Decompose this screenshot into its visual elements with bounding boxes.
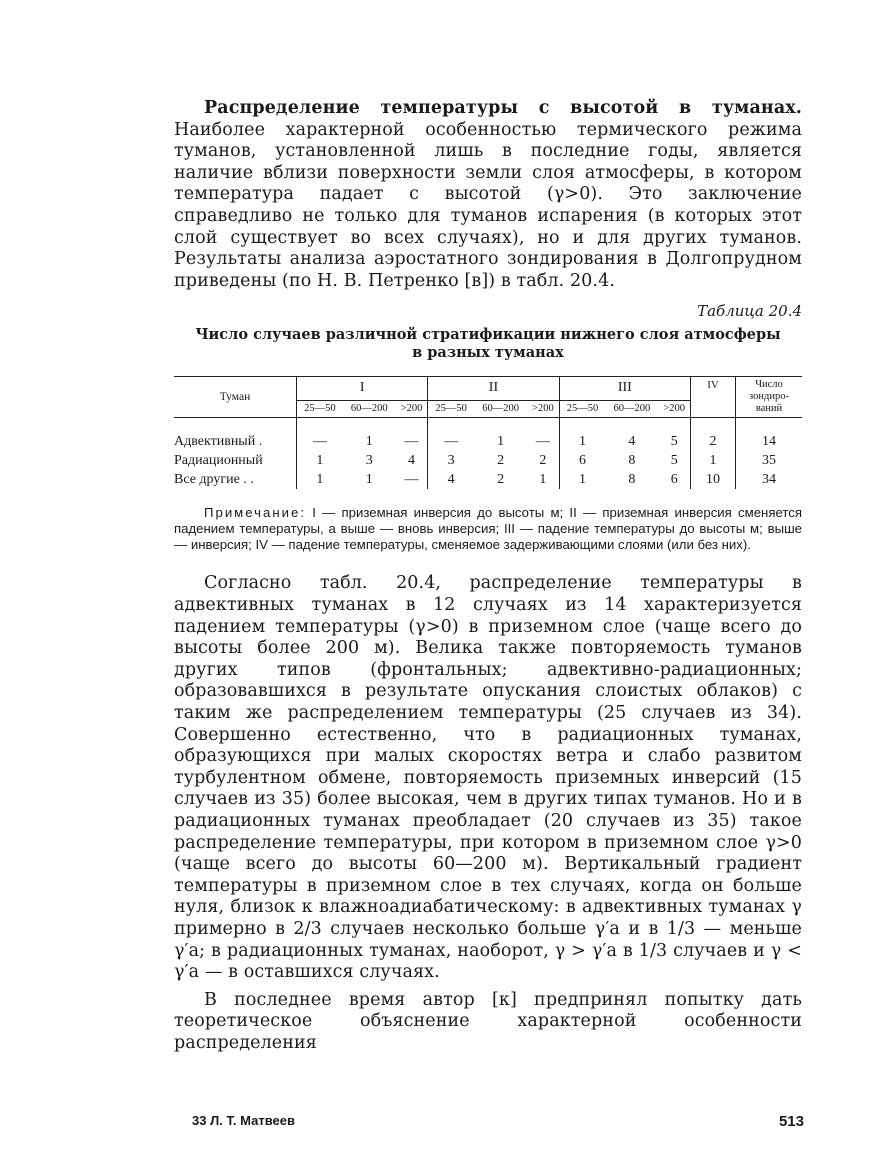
paragraph-1 [174, 98, 802, 292]
sub-3-2: 60—200 [605, 400, 658, 418]
row-label: Адвективный . [174, 433, 263, 449]
table-cell: 1 [365, 471, 373, 487]
table-cell: 34 [736, 470, 803, 489]
header-count: Число зондиро-ваний [736, 377, 803, 418]
sub-1-3: >200 [396, 400, 428, 418]
table-caption: Таблица 20.4 [697, 302, 802, 321]
table-row [174, 451, 802, 470]
table-cell: 6 [670, 471, 678, 487]
table-cell: 2 [497, 452, 505, 468]
table-cell: 1 [559, 432, 605, 451]
table-cell: 1 [559, 470, 605, 489]
sub-2-2: 60—200 [474, 400, 527, 418]
table-cell: 1 [539, 471, 547, 487]
table-cell: 2 [497, 471, 505, 487]
table-title-line1: Число случаев различной стратификации нижнего слоя атмосферы [195, 326, 781, 344]
table-cell: 14 [736, 432, 803, 451]
page-content [174, 98, 802, 1055]
table-cell: 1 [497, 433, 505, 449]
table-cell: — [404, 433, 419, 449]
sub-3-3: >200 [658, 400, 690, 418]
table-cell: 4 [408, 452, 416, 468]
table-cell: 4 [628, 433, 636, 449]
table-title [174, 326, 802, 362]
page-number: 513 [778, 1113, 804, 1130]
header-group-3: III [559, 377, 690, 400]
row-label: Радиационный [174, 452, 263, 468]
table-cell: 3 [428, 451, 474, 470]
header-group-1: I [297, 377, 428, 400]
table-cell: — [428, 432, 474, 451]
table-row [174, 432, 802, 451]
table-cell: 5 [670, 433, 678, 449]
header-group-4: IV [691, 377, 736, 418]
table-cell: 1 [297, 451, 343, 470]
table-cell: 2 [691, 432, 736, 451]
table-note [174, 505, 802, 554]
section-lead: Распределение температуры с высотой в туманах. [204, 98, 802, 118]
table-cell: 8 [628, 452, 636, 468]
table-cell: — [535, 433, 550, 449]
footer-signature: 33 Л. Т. Матвеев [192, 1113, 295, 1128]
table-cell: 4 [428, 470, 474, 489]
header-group-2: II [428, 377, 559, 400]
paragraph-3: В последнее время автор [к] предпринял попытку дать теоретическое объяснение характерной особенности распределения [174, 989, 802, 1053]
note-text: I — приземная инверсия до высоты м; II — приземная инверсия сменяется падением температуры, а выше — вновь инверсия; III — падение температуры до высоты м; выше — инверсия; IV — падение температуры, сменяемое задерживающими слоями (или без них). [174, 504, 802, 553]
table-cell: 10 [691, 470, 736, 489]
page-footer [192, 1113, 804, 1128]
table-cell: 6 [559, 451, 605, 470]
paragraph-2: Согласно табл. 20.4, распределение температуры в адвективных туманах в 12 случаях из 14 характеризуется падением температуры (γ>0) в приземном слое (чаще всего до высоты более 200 м). Велика также повторяемость туманов других типов (фронтальных; адвективно-радиационных; образовавшихся в результате опускания слоистых облаков) с таким же распределением температуры (25 случаев из 34). Совершенно естественно, что в радиационных туманах, образующихся при малых скоростях ветра и слабо развитом турбулентном обмене, повторяемость приземных инверсий (15 случаев из 35) более высокая, чем в других типах туманов. Но и в радиационных туманах преобладает (20 случаев из 35) такое распределение температуры, при котором в приземном слое γ>0 (чаще всего до высоты 60—200 м). Вертикальный градиент температуры в приземном слое в тех случаях, когда он больше нуля, близок к влажноадиабатическому: в адвективных туманах γ примерно в 2/3 случаев несколько больше γ′а и в 1/3 — меньше γ′а; в радиационных туманах, наоборот, γ > γ′а в 1/3 случаев и γ < γ′а — в оставшихся случаях. [174, 573, 802, 983]
sub-1-1: 25—50 [297, 400, 343, 418]
table-cell: 3 [365, 452, 373, 468]
table-title-line2: в разных туманах [412, 344, 564, 362]
paragraph-1-text: Наиболее характерной особенностью термического режима туманов, установленной лишь в последние годы, является наличие вблизи поверхности земли слоя атмосферы, в котором температура падает с высотой (γ>0). Это заключение справедливо не только для туманов испарения (в которых этот слой существует во всех случаях), но и для других туманов. Результаты анализа аэростатного зондирования в Долгопрудном приведены (по Н. В. Петренко [в]) в табл. 20.4. [174, 119, 802, 291]
stratification-table [174, 376, 802, 489]
table-cell: — [297, 432, 343, 451]
sub-1-2: 60—200 [343, 400, 396, 418]
sub-2-1: 25—50 [428, 400, 474, 418]
table-cell: 5 [670, 452, 678, 468]
header-fog: Туман [219, 391, 251, 404]
table-cell: 2 [539, 452, 547, 468]
table-cell: 1 [297, 470, 343, 489]
table-cell: 8 [628, 471, 636, 487]
sub-2-3: >200 [527, 400, 559, 418]
sub-3-1: 25—50 [559, 400, 605, 418]
table-cell: 1 [691, 451, 736, 470]
table-cell: 1 [365, 433, 373, 449]
table-cell: 35 [736, 451, 803, 470]
table-row [174, 470, 802, 489]
note-label: Примечание: [204, 504, 306, 520]
row-label: Все другие . . [174, 471, 254, 487]
table-cell: — [404, 471, 419, 487]
